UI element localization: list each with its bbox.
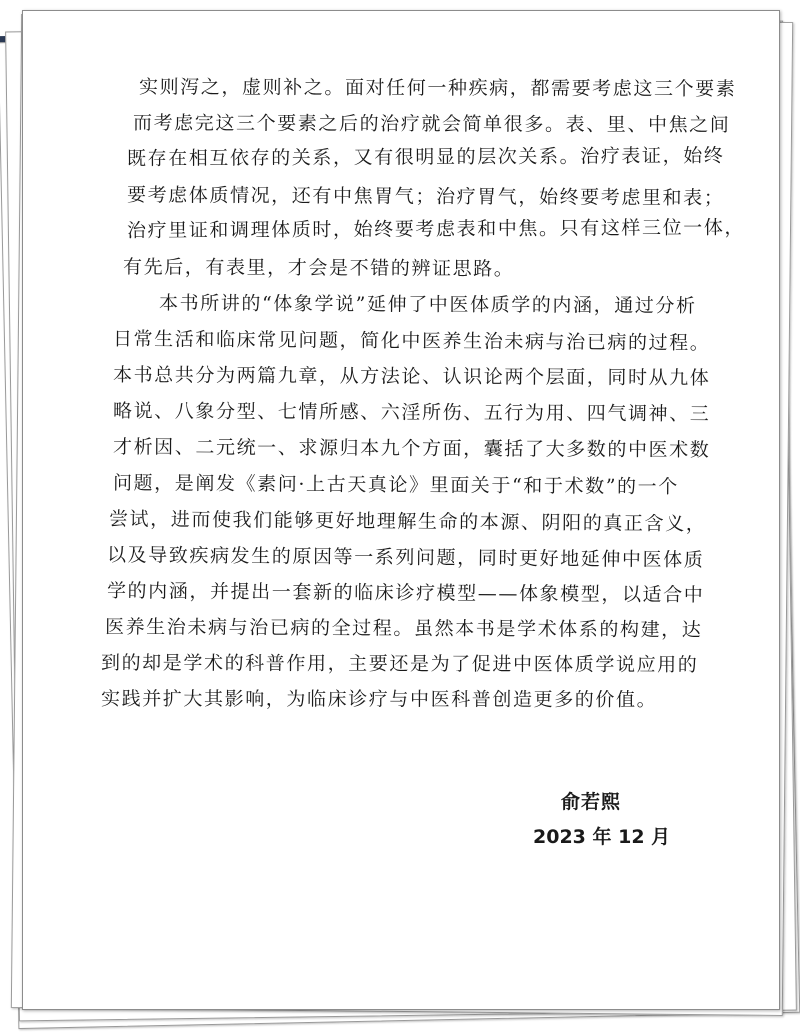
text-line: 本书总共分为两篇九章，从方法论、认识论两个层面，同时从九体 <box>112 364 711 390</box>
text-line: 学的内涵，并提出一套新的临床诊疗模型——体象模型，以适合中 <box>106 580 705 607</box>
text-line: 尝试，进而使我们能够更好地理解生命的本源、阴阳的真正含义， <box>108 508 707 536</box>
text-line: 实践并扩大其影响，为临床诊疗与中医科普创造更多的价值。 <box>100 688 658 711</box>
body-text <box>100 69 746 717</box>
text-line: 既存在相互依存的关系，又有很明显的层次关系。治疗表证，始终 <box>126 144 725 170</box>
text-line: 到的却是学术的科普作用，主要还是为了促进中医体质学说应用的 <box>100 652 699 677</box>
author-name: 俞若熙 <box>561 791 622 813</box>
text-line: 日常生活和临床常见问题，简化中医养生治未病与治已病的过程。 <box>112 328 711 355</box>
text-line: 有先后，有表里，才会是不错的辨证思路。 <box>122 256 515 281</box>
front-page <box>22 10 780 1010</box>
signature-date: 2023 年 12 月 <box>533 826 671 848</box>
text-line: 问题，是阐发《素问·上古天真论》里面关于“和于术数”的一个 <box>112 472 679 499</box>
text-line: 医养生治未病与治已病的全过程。虽然本书是学术体系的构建，达 <box>104 616 703 642</box>
text-line: 治疗里证和调理体质时，始终要考虑表和中焦。只有这样三位一体， <box>126 216 746 242</box>
text-line: 要考虑体质情况，还有中焦胃气；治疗胃气，始终要考虑里和表； <box>126 184 725 210</box>
text-line: 略说、八象分型、七情所感、六淫所伤、五行为用、四气调神、三 <box>112 400 711 426</box>
paragraph-start-line: 本书所讲的“体象学说”延伸了中医体质学的内涵，通过分析 <box>158 292 697 318</box>
signature-block <box>523 787 683 849</box>
text-line: 而考虑完这三个要素之后的治疗就会简单很多。表、里、中焦之间 <box>132 112 731 137</box>
text-line: 才析因、二元统一、求源归本九个方面，囊括了大多数的中医术数 <box>112 436 711 462</box>
text-line: 实则泻之，虚则补之。面对任何一种疾病，都需要考虑这三个要素 <box>138 76 737 101</box>
text-line: 以及导致疾病发生的原因等一系列问题，同时更好地延伸中医体质 <box>106 544 705 572</box>
